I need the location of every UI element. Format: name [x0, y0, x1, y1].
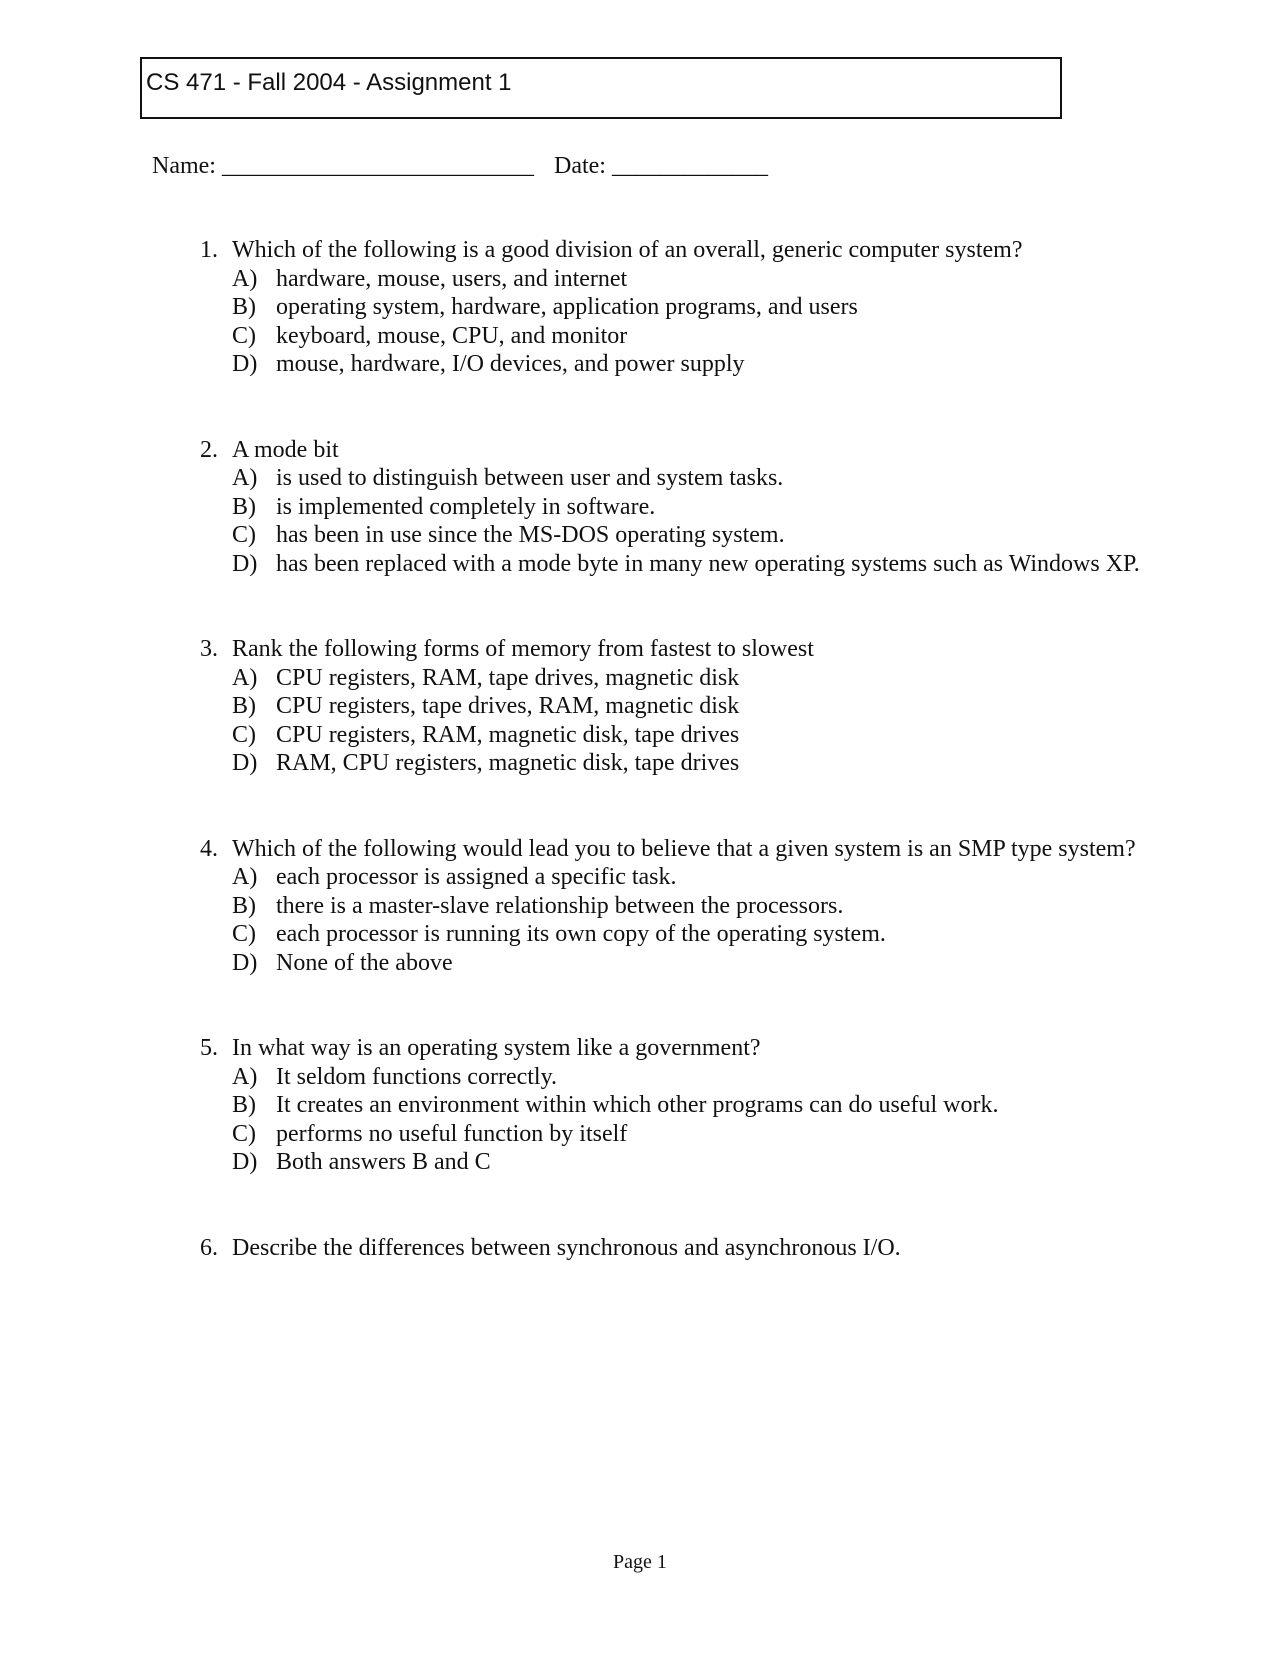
option-letter: D) [232, 351, 258, 377]
option-list [200, 664, 1140, 778]
option-text: It creates an environment within which other programs can do useful work. [276, 1092, 999, 1118]
answer-option [232, 493, 1140, 522]
option-letter: C) [232, 1120, 256, 1147]
page-title: CS 471 - Fall 2004 - Assignment 1 [146, 69, 512, 96]
answer-option [232, 293, 1140, 322]
option-text: keyboard, mouse, CPU, and monitor [276, 322, 628, 349]
option-list [200, 1063, 1140, 1177]
title-box [140, 57, 1062, 119]
option-letter: C) [232, 921, 256, 947]
answer-option [232, 1120, 1140, 1149]
answer-option [232, 892, 1140, 921]
question-stem [200, 1234, 1140, 1263]
option-list [200, 265, 1140, 379]
answer-option [232, 350, 1140, 379]
answer-option [232, 721, 1140, 750]
option-text: performs no useful function by itself [276, 1120, 628, 1147]
answer-option [232, 949, 1140, 978]
option-text: each processor is assigned a specific task. [276, 864, 677, 890]
option-letter: B) [232, 493, 256, 520]
question-stem [200, 1034, 1140, 1063]
option-letter: B) [232, 892, 256, 919]
question-number: 3. [200, 636, 218, 662]
name-label: Name: [152, 153, 216, 179]
option-letter: A) [232, 664, 258, 691]
option-letter: D) [232, 550, 258, 577]
question-5 [200, 1034, 1140, 1177]
option-letter: C) [232, 522, 256, 548]
date-label: Date: [553, 153, 606, 179]
answer-option [232, 550, 1140, 579]
name-blank: __________________________ [221, 153, 534, 179]
question-1 [200, 236, 1140, 379]
question-2 [200, 436, 1140, 579]
option-text: hardware, mouse, users, and internet [276, 265, 628, 292]
date-blank: _____________ [611, 153, 768, 179]
option-letter: A) [232, 864, 258, 890]
option-letter: D) [232, 949, 258, 976]
question-stem [200, 835, 1140, 864]
answer-option [232, 692, 1140, 721]
question-text: A mode bit [232, 436, 339, 463]
answer-option [232, 664, 1140, 693]
option-text: each processor is running its own copy of the operating system. [276, 921, 886, 947]
question-3 [200, 635, 1140, 778]
answer-option [232, 265, 1140, 294]
answer-option [232, 863, 1140, 892]
option-text: CPU registers, tape drives, RAM, magnetic disk [276, 693, 740, 719]
option-letter: A) [232, 1063, 258, 1090]
option-letter: B) [232, 693, 256, 719]
answer-option [232, 1148, 1140, 1177]
option-letter: A) [232, 465, 258, 491]
option-text: is used to distinguish between user and system tasks. [276, 465, 784, 491]
question-4 [200, 835, 1140, 978]
option-text: Both answers B and C [276, 1149, 491, 1175]
page-number: Page 1 [613, 1551, 667, 1573]
option-letter: A) [232, 265, 258, 292]
option-list [200, 863, 1140, 977]
question-text: Describe the differences between synchronous and asynchronous I/O. [232, 1234, 901, 1261]
answer-option [232, 1063, 1140, 1092]
option-text: It seldom functions correctly. [276, 1063, 558, 1090]
option-list [200, 464, 1140, 578]
answer-option [232, 322, 1140, 351]
question-number: 4. [200, 835, 218, 862]
answer-option [232, 521, 1140, 550]
option-letter: D) [232, 1149, 258, 1175]
question-number: 1. [200, 237, 218, 263]
question-list [200, 236, 1140, 1319]
question-text: In what way is an operating system like a government? [232, 1035, 761, 1061]
option-letter: D) [232, 750, 258, 776]
option-text: has been in use since the MS-DOS operating system. [276, 522, 785, 548]
answer-option [232, 1091, 1140, 1120]
option-text: CPU registers, RAM, tape drives, magnetic disk [276, 664, 740, 691]
option-letter: B) [232, 1092, 256, 1118]
option-text: is implemented completely in software. [276, 493, 656, 520]
option-text: has been replaced with a mode byte in many new operating systems such as Windows XP. [276, 550, 1140, 577]
question-number: 6. [200, 1234, 218, 1261]
answer-option [232, 749, 1140, 778]
question-number: 5. [200, 1035, 218, 1061]
option-text: RAM, CPU registers, magnetic disk, tape drives [276, 750, 740, 776]
option-letter: C) [232, 322, 256, 349]
answer-option [232, 464, 1140, 493]
question-number: 2. [200, 436, 218, 463]
answer-option [232, 920, 1140, 949]
option-letter: C) [232, 721, 256, 748]
question-text: Which of the following would lead you to believe that a given system is an SMP type system? [232, 835, 1136, 862]
option-letter: B) [232, 294, 256, 320]
option-text: operating system, hardware, application programs, and users [276, 294, 858, 320]
option-text: CPU registers, RAM, magnetic disk, tape drives [276, 721, 740, 748]
question-text: Which of the following is a good division of an overall, generic computer system? [232, 237, 1023, 263]
question-text: Rank the following forms of memory from fastest to slowest [232, 636, 814, 662]
question-stem [200, 436, 1140, 465]
question-stem [200, 635, 1140, 664]
option-text: there is a master-slave relationship between the processors. [276, 892, 844, 919]
question-stem [200, 236, 1140, 265]
option-text: None of the above [276, 949, 453, 976]
option-text: mouse, hardware, I/O devices, and power supply [276, 351, 745, 377]
question-6 [200, 1234, 1140, 1263]
student-info-line [152, 150, 768, 182]
